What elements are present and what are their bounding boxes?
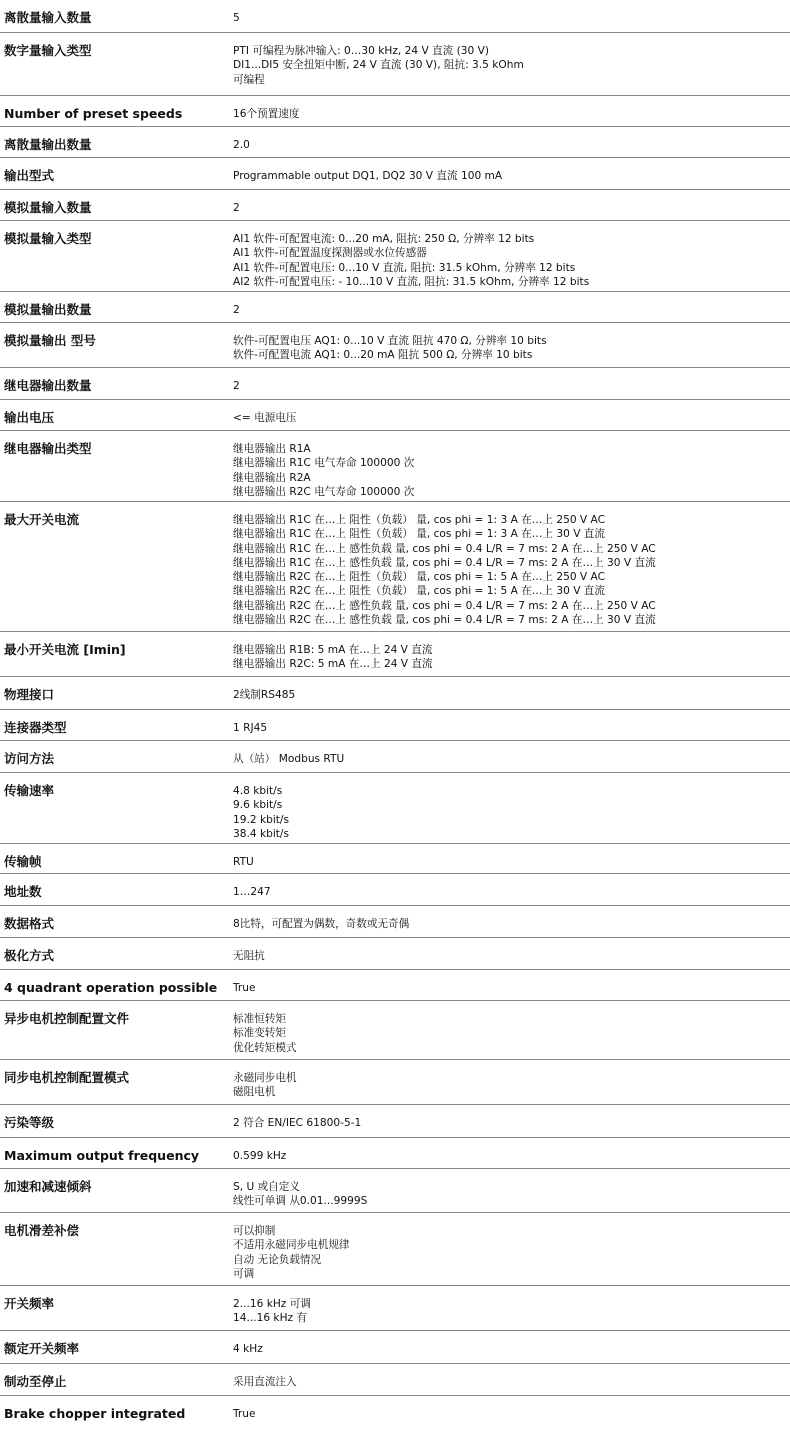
spec-row xyxy=(0,1213,790,1286)
spec-value-line: 继电器输出 R1C 在…上 阻性（负载） 量, cos phi = 1: 3 A 在…上 30 V 直流 xyxy=(233,528,605,541)
spec-label: 开关频率 xyxy=(4,1296,55,1311)
spec-value-line: 19.2 kbit/s xyxy=(233,813,289,826)
spec-value-line: 永磁同步电机 xyxy=(233,1072,297,1084)
spec-label: 同步电机控制配置模式 xyxy=(4,1070,130,1085)
spec-row xyxy=(0,0,790,33)
spec-value-line: 优化转矩模式 xyxy=(233,1041,297,1054)
spec-value-line: 线性可单调 从0.01...9999S xyxy=(233,1195,368,1208)
spec-value-line: 继电器输出 R2C: 5 mA 在…上 24 V 直流 xyxy=(233,658,433,671)
spec-value-line: 8比特，可配置为偶数，奇数或无奇偶 xyxy=(233,918,410,930)
spec-value-line: 无阻抗 xyxy=(233,950,265,962)
spec-label: 额定开关频率 xyxy=(4,1341,80,1356)
spec-row xyxy=(0,1331,790,1364)
spec-row xyxy=(0,1286,790,1331)
spec-label: 异步电机控制配置文件 xyxy=(4,1011,130,1026)
spec-value xyxy=(233,1138,790,1163)
spec-row xyxy=(0,1105,790,1138)
spec-value-line: PTI 可编程为脉冲输入: 0…30 kHz, 24 V 直流 (30 V) xyxy=(233,45,489,57)
spec-row xyxy=(0,710,790,741)
spec-row xyxy=(0,323,790,368)
spec-label: Brake chopper integrated xyxy=(4,1406,186,1421)
spec-value xyxy=(233,431,790,499)
spec-value-line: 4.8 kbit/s xyxy=(233,785,283,797)
spec-value-line: 2线制RS485 xyxy=(233,689,296,701)
spec-row xyxy=(0,33,790,96)
spec-label: 数据格式 xyxy=(4,916,55,931)
spec-label: 访问方法 xyxy=(4,751,55,766)
spec-value-line: 可调 xyxy=(233,1267,255,1280)
spec-value-line: 2 xyxy=(233,202,240,214)
spec-value-line: S, U 或自定义 xyxy=(233,1181,300,1193)
spec-value xyxy=(233,874,790,899)
spec-label: Number of preset speeds xyxy=(4,106,183,121)
spec-value-line: RTU xyxy=(233,856,254,868)
spec-label: 输出电压 xyxy=(4,410,55,425)
spec-value xyxy=(233,502,790,627)
spec-value-line: 标准变转矩 xyxy=(233,1027,286,1040)
spec-value xyxy=(233,741,790,766)
spec-value-line: 1…247 xyxy=(233,886,271,898)
spec-value-line: 16个预置速度 xyxy=(233,108,300,120)
spec-label: 电机滑差补偿 xyxy=(4,1223,80,1238)
spec-value-line: 标准恒转矩 xyxy=(233,1013,286,1025)
spec-value xyxy=(233,1396,790,1421)
spec-row xyxy=(0,677,790,710)
spec-row xyxy=(0,1001,790,1060)
spec-value-line: 继电器输出 R1C 在…上 阻性（负载） 量, cos phi = 1: 3 A 在…上 250 V AC xyxy=(233,514,606,526)
spec-row xyxy=(0,502,790,632)
spec-value-line: 自动 无论负载情况 xyxy=(233,1253,322,1266)
spec-value-line: 2 xyxy=(233,380,240,392)
spec-row xyxy=(0,292,790,323)
spec-value-line: AI1 软件-可配置电流: 0...20 mA, 阻抗: 250 Ω, 分辨率 12 bits xyxy=(233,233,535,245)
spec-row xyxy=(0,632,790,677)
spec-value xyxy=(233,1060,790,1100)
spec-row xyxy=(0,906,790,938)
spec-label: 制动至停止 xyxy=(4,1374,67,1389)
spec-value xyxy=(233,632,790,672)
spec-value-line: 采用直流注入 xyxy=(233,1376,297,1388)
spec-value-line: 0.599 kHz xyxy=(233,1150,287,1162)
spec-value xyxy=(233,970,790,995)
spec-value xyxy=(233,368,790,393)
spec-value xyxy=(233,1331,790,1356)
spec-label: 污染等级 xyxy=(4,1115,55,1130)
spec-row xyxy=(0,844,790,874)
spec-value-line: 继电器输出 R1A xyxy=(233,443,311,455)
spec-label: Maximum output frequency xyxy=(4,1148,200,1163)
spec-label: 连接器类型 xyxy=(4,720,67,735)
spec-value-line: 继电器输出 R1B: 5 mA 在…上 24 V 直流 xyxy=(233,644,433,656)
spec-row xyxy=(0,431,790,502)
spec-label: 模拟量输出数量 xyxy=(4,302,92,317)
spec-label: 输出型式 xyxy=(4,168,55,183)
spec-row xyxy=(0,1060,790,1105)
spec-label: 模拟量输出 型号 xyxy=(4,333,96,348)
spec-value xyxy=(233,844,790,869)
spec-value-line: 继电器输出 R2C 在…上 阻性（负载） 量, cos phi = 1: 5 A 在…上 250 V AC xyxy=(233,571,606,584)
spec-row xyxy=(0,741,790,773)
spec-value xyxy=(233,1001,790,1055)
spec-row xyxy=(0,158,790,190)
spec-label: 物理接口 xyxy=(4,687,55,702)
spec-value-line: 继电器输出 R1C 在…上 感性负载 量, cos phi = 0.4 L/R = 7 ms: 2 A 在…上 30 V 直流 xyxy=(233,556,656,569)
spec-row xyxy=(0,127,790,158)
spec-value-line: 继电器输出 R2C 在…上 阻性（负载） 量, cos phi = 1: 5 A 在…上 30 V 直流 xyxy=(233,585,605,598)
spec-value-line: 14...16 kHz 有 xyxy=(233,1312,308,1325)
spec-value xyxy=(233,0,790,25)
spec-value-line: 继电器输出 R1C 电气寿命 100000 次 xyxy=(233,457,415,470)
spec-label: 数字量输入类型 xyxy=(4,43,92,58)
spec-value xyxy=(233,158,790,183)
spec-label: 模拟量输入数量 xyxy=(4,200,92,215)
spec-value-line: 软件-可配置电压 AQ1: 0...10 V 直流 阻抗 470 Ω, 分辨率 10 bits xyxy=(233,335,547,347)
spec-value xyxy=(233,1105,790,1130)
spec-value xyxy=(233,221,790,289)
spec-value-line: 38.4 kbit/s xyxy=(233,827,289,840)
spec-label: 最小开关电流 [Imin] xyxy=(4,642,126,657)
spec-value-line: 2.0 xyxy=(233,139,250,151)
spec-row xyxy=(0,221,790,292)
spec-value-line: True xyxy=(233,1408,256,1420)
spec-value-line: 不适用永磁同步电机规律 xyxy=(233,1239,350,1252)
spec-row xyxy=(0,368,790,400)
spec-value-line: True xyxy=(233,982,256,994)
spec-label: 极化方式 xyxy=(4,948,55,963)
spec-value-line: 5 xyxy=(233,12,240,24)
spec-label: 离散量输入数量 xyxy=(4,10,92,25)
spec-value xyxy=(233,906,790,931)
spec-row xyxy=(0,874,790,906)
spec-value-line: 继电器输出 R2C 电气寿命 100000 次 xyxy=(233,485,415,498)
spec-value-line: 2 xyxy=(233,304,240,316)
spec-value-line: <= 电源电压 xyxy=(233,412,297,424)
spec-label: 最大开关电流 xyxy=(4,512,80,527)
spec-value-line: DI1...DI5 安全扭矩中断, 24 V 直流 (30 V), 阻抗: 3.5 kOhm xyxy=(233,59,524,72)
spec-value-line: AI2 软件-可配置电压: - 10...10 V 直流, 阻抗: 31.5 kOhm, 分辨率 12 bits xyxy=(233,275,590,288)
spec-value xyxy=(233,1286,790,1326)
spec-label: 继电器输出数量 xyxy=(4,378,92,393)
spec-value xyxy=(233,710,790,735)
spec-row xyxy=(0,1138,790,1169)
spec-value xyxy=(233,1169,790,1209)
spec-value xyxy=(233,400,790,425)
spec-value-line: 从（站） Modbus RTU xyxy=(233,753,345,765)
spec-value-line: 9.6 kbit/s xyxy=(233,799,283,812)
spec-value-line: AI1 软件-可配置电压: 0...10 V 直流, 阻抗: 31.5 kOhm, 分辨率 12 bits xyxy=(233,261,576,274)
spec-label: 模拟量输入类型 xyxy=(4,231,92,246)
spec-row xyxy=(0,970,790,1001)
spec-value xyxy=(233,96,790,121)
spec-value-line: 2...16 kHz 可调 xyxy=(233,1298,311,1310)
spec-value-line: 可以抑制 xyxy=(233,1225,276,1237)
spec-row xyxy=(0,773,790,844)
spec-row xyxy=(0,190,790,221)
spec-value-line: 软件-可配置电流 AQ1: 0...20 mA 阻抗 500 Ω, 分辨率 10 bits xyxy=(233,349,533,362)
spec-label: 传输速率 xyxy=(4,783,55,798)
spec-value-line: 继电器输出 R2A xyxy=(233,471,311,484)
spec-value-line: 磁阻电机 xyxy=(233,1086,276,1099)
spec-value xyxy=(233,33,790,87)
spec-row xyxy=(0,400,790,431)
spec-value xyxy=(233,773,790,841)
spec-label: 加速和减速倾斜 xyxy=(4,1179,92,1194)
spec-value xyxy=(233,127,790,152)
spec-row xyxy=(0,1396,790,1427)
spec-value xyxy=(233,190,790,215)
spec-value-line: 1 RJ45 xyxy=(233,722,268,734)
spec-value-line: Programmable output DQ1, DQ2 30 V 直流 100 mA xyxy=(233,170,503,182)
spec-value xyxy=(233,938,790,963)
spec-value xyxy=(233,323,790,363)
spec-row xyxy=(0,96,790,127)
spec-value-line: 4 kHz xyxy=(233,1343,263,1355)
spec-value xyxy=(233,1213,790,1281)
spec-label: 地址数 xyxy=(4,884,42,899)
spec-value xyxy=(233,677,790,702)
spec-row xyxy=(0,938,790,970)
spec-value-line: 继电器输出 R2C 在…上 感性负载 量, cos phi = 0.4 L/R = 7 ms: 2 A 在…上 30 V 直流 xyxy=(233,614,656,627)
spec-value-line: 继电器输出 R2C 在…上 感性负载 量, cos phi = 0.4 L/R = 7 ms: 2 A 在…上 250 V AC xyxy=(233,599,656,612)
spec-label: 4 quadrant operation possible xyxy=(4,980,218,995)
spec-value-line: 2 符合 EN/IEC 61800-5-1 xyxy=(233,1117,362,1129)
spec-label: 离散量输出数量 xyxy=(4,137,92,152)
spec-row xyxy=(0,1169,790,1213)
spec-label: 继电器输出类型 xyxy=(4,441,92,456)
spec-value xyxy=(233,1364,790,1389)
spec-label: 传输帧 xyxy=(4,854,42,869)
spec-value-line: 继电器输出 R1C 在…上 感性负载 量, cos phi = 0.4 L/R = 7 ms: 2 A 在…上 250 V AC xyxy=(233,542,656,555)
spec-row xyxy=(0,1364,790,1396)
spec-value-line: AI1 软件-可配置温度探测器或水位传感器 xyxy=(233,247,427,260)
spec-value xyxy=(233,292,790,317)
spec-value-line: 可编程 xyxy=(233,73,265,86)
